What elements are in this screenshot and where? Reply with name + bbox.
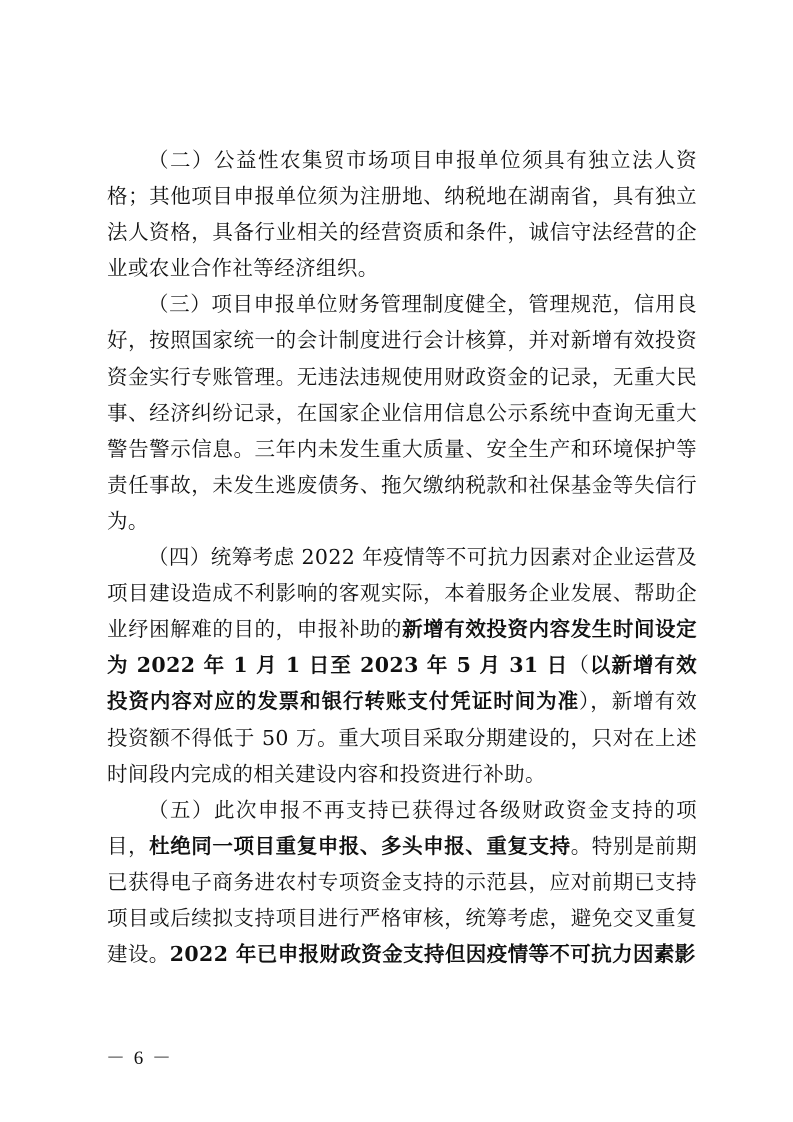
paragraph-4-text-c: ），新增有效投资额不得低于 50 万。重大项目采取分期建设的，只对在上述时间段内完成的相关建设内容和投资进行补助。 — [107, 689, 697, 786]
paragraph-4-bold-a: 新增有效投资内容发生时间设定为 2022 年 1 月 1 日至 2023 年 5 月 31 日 — [107, 617, 697, 678]
paragraph-5-bold-b: 2022 年已申报财政资金支持但因疫情等不可抗力因素影 — [169, 942, 696, 967]
paragraph-2 — [107, 142, 697, 286]
paragraph-5-text-a: （五）此次申报不再支持已获得过各级财政资金支持的项目， — [107, 797, 697, 858]
paragraph-3-text: （三）项目申报单位财务管理制度健全，管理规范，信用良好，按照国家统一的会计制度进行会计核算，并对新增有效投资资金实行专账管理。无违法违规使用财政资金的记录，无重大民事、经济纠纷记录，在国家企业信用信息公示系统中查询无重大警告警示信息。三年内未发生重大质量、安全生产和环境保护等责任事故，未发生逃废债务、拖欠缴纳税款和社保基金等失信行为。 — [107, 292, 697, 533]
paragraph-4 — [107, 539, 697, 792]
paragraph-5-text-b: 。特别是前期已获得电子商务进农村专项资金支持的示范县，应对前期已支持项目或后续拟支持项目进行严格审核，统筹考虑，避免交叉重复建设。 — [107, 833, 697, 967]
paragraph-4-bold-b: 以新增有效投资内容对应的发票和银行转账支付凭证时间为准 — [107, 653, 698, 714]
paragraph-4-text-a: （四）统筹考虑 2022 年疫情等不可抗力因素对企业运营及项目建设造成不利影响的客观实际，本着服务企业发展、帮助企业纾困解难的目的，申报补助的 — [107, 545, 697, 642]
page-number: － 6 － — [106, 1048, 174, 1069]
paragraph-4-text-b: （ — [568, 653, 590, 678]
paragraph-5-bold-a: 杜绝同一项目重复申报、多头申报、重复支持 — [149, 833, 571, 858]
paragraph-5 — [107, 792, 697, 972]
body-text — [107, 142, 697, 972]
paragraph-3 — [107, 286, 697, 539]
paragraph-2-text: （二）公益性农集贸市场项目申报单位须具有独立法人资格；其他项目申报单位须为注册地、纳税地在湖南省，具有独立法人资格，具备行业相关的经营资质和条件，诚信守法经营的企业或农业合作社等经济组织。 — [107, 148, 697, 281]
